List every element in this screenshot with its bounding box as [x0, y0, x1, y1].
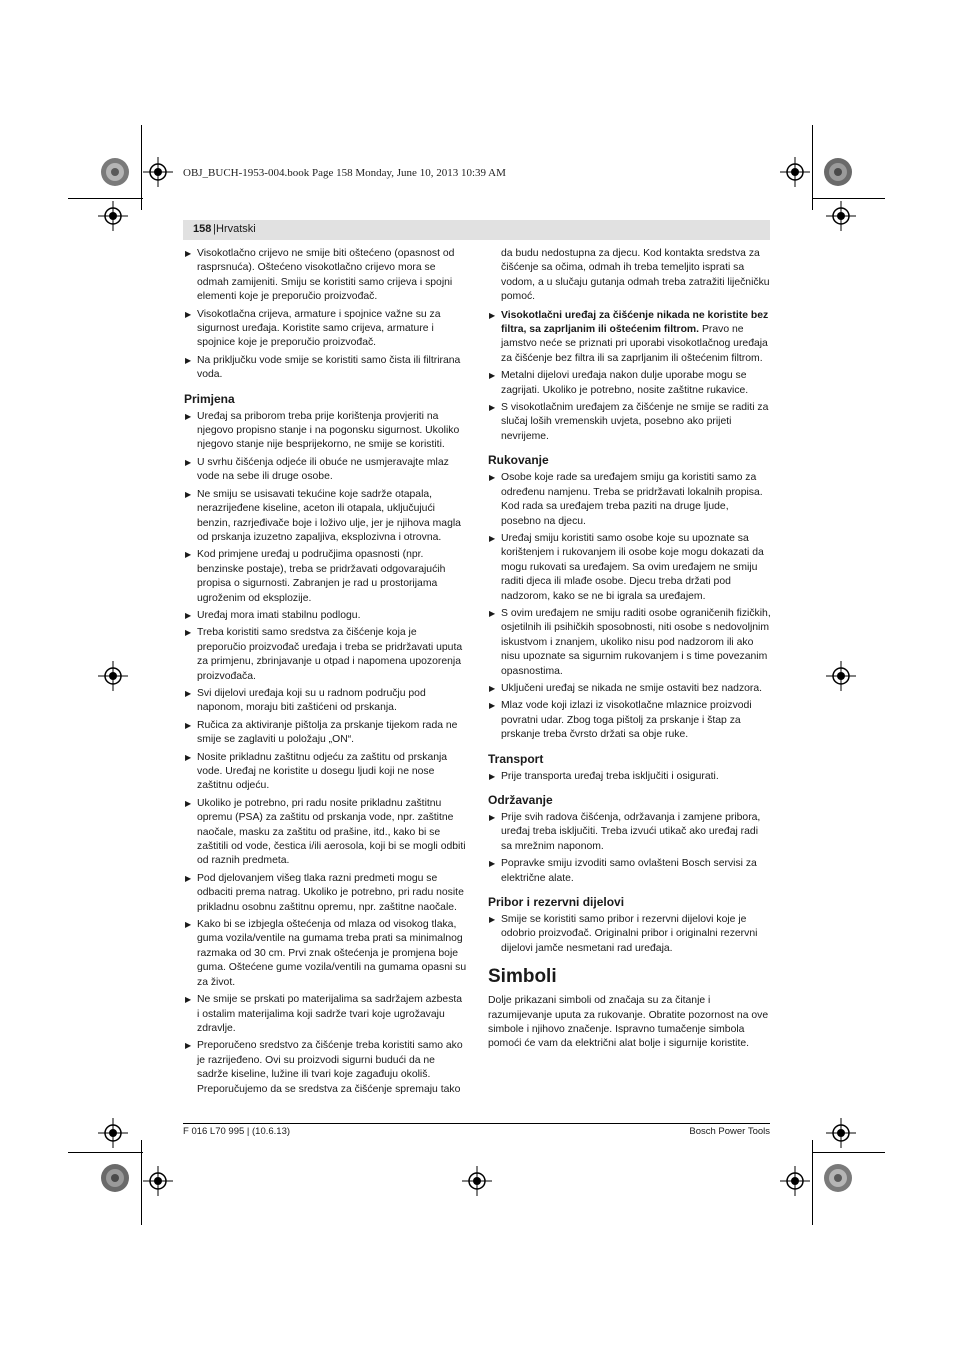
bullet-arrow-icon: ▶: [185, 995, 192, 1005]
bullet-item: [488, 913, 771, 956]
bullet-item: [488, 607, 771, 679]
bullet-item: [184, 719, 467, 748]
bullet-text: [501, 401, 771, 444]
color-wheel-icon: [100, 1163, 130, 1193]
bullet-item: [184, 609, 467, 623]
bullet-text: Ukoliko je potrebno, pri radu nosite prikladnu zaštitnu opremu (PSA) za zaštitu od prskanja vode, npr. zaštitne naočale, masku za zaštitu od prašine, itd., kako bi se zaštitili od vode, čestica i/ili aerosola, koji bi se mogli odbiti od raznih predmeta.: [197, 797, 466, 867]
registration-mark-icon: [826, 661, 856, 691]
left-column: [184, 247, 467, 1100]
primjena-list: [184, 410, 467, 1097]
bullet-text: Prije transporta uređaj treba isključiti i osigurati.: [501, 770, 719, 782]
bullet-item: [488, 471, 771, 529]
registration-mark-icon: [98, 1118, 128, 1148]
bullet-text: Uređaj smiju koristiti samo osobe koje su upoznate sa korištenjem i rukovanjem ili osobe koje mogu dokazati da mogu rukovati sa uređajem. Sa ovim uređajem ne smiju raditi djeca ili mlađe osobe. Djecu treba držati pod nadzorom, kako se ne bi igrala sa uređajem.: [501, 532, 764, 602]
bullet-text: Popravke smiju izvoditi samo ovlašteni Bosch servisi za električne alate.: [501, 858, 757, 884]
registration-mark-icon: [462, 1166, 492, 1196]
bullet-arrow-icon: ▶: [185, 720, 192, 730]
bullet-text: Na priključku vode smije se koristiti samo čista ili filtrirana voda.: [197, 354, 461, 381]
section-heading-odrzavanje: Održavanje: [488, 793, 553, 807]
registration-mark-icon: [780, 1166, 810, 1196]
bullet-arrow-icon: ▶: [489, 813, 496, 822]
bullet-item: [184, 872, 467, 915]
bullet-arrow-icon: ▶: [489, 533, 496, 543]
bullet-text: S ovim uređajem ne smiju raditi osobe ograničenih fizičkih, osjetilnih ili psihičkih sposobnosti, niti osobe s nedovoljnim iskustvom i znanjem, ukoliko nisu pod nadzorom ili ako nisu upoznate sa sigurnim rukovanjem i s time povezanim opasnostima.: [501, 607, 771, 677]
bullet-item: [488, 682, 771, 696]
odrzavanje-list: [488, 811, 771, 886]
bullet-arrow-icon: ▶: [185, 628, 192, 638]
bullet-item: [488, 699, 771, 742]
bullet-text: Visokotlačna crijeva, armature i spojnice važne su za sigurnost uređaja. Koristite samo crijeva, armature i spojnice koje je preporučio proizvođač.: [197, 308, 441, 349]
bullet-item: [488, 401, 771, 444]
bullet-item: [184, 247, 467, 305]
bullet-arrow-icon: ▶: [185, 411, 192, 421]
bullet-arrow-icon: ▶: [185, 309, 192, 319]
bullet-item: [184, 626, 467, 684]
bullet-arrow-icon: ▶: [489, 701, 496, 711]
bullet-item: [184, 1039, 467, 1097]
registration-mark-icon: [98, 201, 128, 231]
bullet-arrow-icon: ▶: [185, 249, 192, 258]
bullet-text: Visokotlačno crijevo ne smije biti oštećeno (opasnost od rasprsnuća). Oštećeno visokotlačno crijevo mora se odmah zamijeniti. Smiju se koristiti samo crijeva i spojni elementi koje je preporučio proizvođač.: [197, 248, 455, 303]
section-heading-pribor: Pribor i rezervni dijelovi: [488, 895, 625, 910]
section-heading-rukovanje: Rukovanje: [488, 453, 549, 468]
footer-doc-number: F 016 L70 995 | (10.6.13): [183, 1126, 291, 1137]
registration-mark-icon: [143, 157, 173, 187]
bullet-body-text: Pravo ne jamstvo neće se priznati pri uporabi visokotlačnog uređaja za čišćenje bez filtra ili sa zaprljanim ili oštećenim filtrom.: [501, 324, 768, 364]
registration-mark-icon: [826, 201, 856, 231]
bullet-item: [184, 687, 467, 716]
bullet-item: [184, 488, 467, 546]
bullet-arrow-icon: ▶: [489, 403, 496, 413]
bullet-arrow-icon: ▶: [489, 915, 496, 925]
color-wheel-icon: [100, 157, 130, 187]
section-heading-primjena: Primjena: [184, 391, 235, 406]
bullet-item: [184, 410, 467, 453]
bullet-bold-text: Visokotlačni uređaj za čišćenje nikada ne koristite bez filtra, sa zaprljanim ili oštećenim filtrom.: [501, 309, 769, 336]
bullet-item: [184, 308, 467, 351]
bullet-item: [488, 811, 771, 854]
crop-line: [812, 1152, 885, 1153]
footer-brand: Bosch Power Tools: [689, 1126, 770, 1137]
simboli-paragraph: Dolje prikazani simboli od značaja su za čitanje i razumijevanje uputa za rukovanje. Obratite pozornost na ove simbole i njihovo značenje. Ispravno tumačenje simbola pomoći će vam da električni alat bolje i sigurnije koristite.: [488, 995, 769, 1050]
bullet-text: Osobe koje rade sa uređajem smiju ga koristiti samo za određenu namjenu. Treba se pridržavati lokalnih propisa. Kod rada sa uređajem treba paziti na druge ljude, posebno na djecu.: [501, 472, 763, 527]
bullet-arrow-icon: ▶: [185, 688, 192, 698]
bullet-text: Ne smije se prskati po materijalima sa sadržajem azbesta i ostalim materijalima koji sadrže tvari koje ugrožavaju zdravlje.: [197, 994, 463, 1034]
bullet-arrow-icon: ▶: [185, 610, 192, 620]
bullet-body-text: Metalni dijelovi uređaja nakon dulje uporabe mogu se zagrijati. Ukoliko je potrebno, nosite zaštitne rukavice.: [501, 370, 749, 396]
page-header-separator: |: [213, 223, 216, 235]
bullet-text: U svrhu čišćenja odjeće ili obuće ne usmjeravajte mlaz vode na sebe ili druge osobe.: [197, 456, 449, 483]
bullet-item: [488, 770, 771, 784]
bullet-arrow-icon: ▶: [185, 550, 192, 560]
bullet-text: Smije se koristiti samo pribor i rezervni dijelovi koje je odobrio proizvođač. Originalni pribor i originalni rezervni dijelovi jamče nesmetani rad uređaja.: [501, 914, 758, 954]
right-column: [488, 247, 771, 1052]
bullet-text: Treba koristiti samo sredstva za čišćenje koja je preporučio proizvođač uređaja i treba se pridržavati uputa za primjenu, zbrinjavanje u otpad i napomena upozorenja proizvođača.: [197, 627, 463, 682]
bullet-arrow-icon: ▶: [489, 608, 496, 618]
bullet-text: Pod djelovanjem višeg tlaka razni predmeti mogu se odbaciti prema natrag. Ukoliko je potrebno, pri radu nosite prikladnu osobnu zaštitnu opremu, npr. zaštitne naočale.: [197, 872, 464, 913]
bullet-arrow-icon: ▶: [489, 371, 496, 381]
bullet-item: [184, 456, 467, 485]
page-header-band: [183, 220, 770, 240]
bullet-arrow-icon: ▶: [185, 489, 192, 499]
registration-mark-icon: [826, 1118, 856, 1148]
section-heading-transport: Transport: [488, 751, 544, 766]
bullet-text: Prije svih radova čišćenja, održavanja i zamjene pribora, uređaj treba isključiti. Treba izvući utikač ako uređaj radi sa mrežnim naponom.: [501, 812, 761, 852]
bullet-text: Svi dijelovi uređaja koji su u radnom području pod naponom, moraju biti zaštićeni od prskanja.: [197, 687, 426, 714]
bullet-arrow-icon: ▶: [185, 355, 192, 365]
transport-list: [488, 770, 771, 784]
primjena-list-continued: [488, 309, 771, 445]
bullet-text: Ne smiju se usisavati tekućine koje sadrže otapala, nerazrijeđene kiseline, aceton ili otapala, uključujući benzin, razrjeđivače boje i loživo ulje, jer je njihova magla od prskanja izuzetno zapaljiva, eksplozivna i otrovna.: [197, 488, 461, 543]
bullet-item: [488, 857, 771, 886]
bullet-text: Uključeni uređaj se nikada ne smije ostaviti bez nadzora.: [501, 682, 763, 694]
bullet-text: Kako bi se izbjegla oštećenja od mlaza od visokog tlaka, guma vozila/ventile na gumama treba prati sa minimalnog razmaka od 30 cm. Prvi znak oštećenja je promjena boje guma. Oštećene gume vozila/ventili na gumama opasni su za život.: [197, 919, 467, 988]
file-header: OBJ_BUCH-1953-004.book Page 158 Monday, June 10, 2013 10:39 AM: [183, 167, 506, 179]
bullet-arrow-icon: ▶: [489, 771, 496, 781]
bullet-item: [488, 532, 771, 604]
bullet-item: [184, 797, 467, 869]
bullet-arrow-icon: ▶: [185, 920, 192, 930]
bullet-item: [184, 918, 467, 990]
bullet-text: Mlaz vode koji izlazi iz visokotlačne mlaznice proizvodi povratni udar. Zbog toga pištolj za prskanje i štap za prskanje treba čvrsto držati sa obje ruke.: [501, 700, 752, 741]
crop-line: [68, 1152, 143, 1153]
bullet-arrow-icon: ▶: [185, 798, 192, 808]
bullet-item: [488, 309, 771, 367]
bullet-text: Kod primjene uređaj u područjima opasnosti (npr. benzinske postaje), treba se pridržavati odgovarajućih propisa o sigurnosti. Zabranjen je rad u prostorijama ugroženim od eksplozije.: [197, 549, 446, 604]
bullet-item: [488, 369, 771, 398]
bullet-item: [184, 548, 467, 606]
bullet-text: Uređaj sa priborom treba prije korištenja provjeriti na njegovo propisno stanje i na pogonsku sigurnost. Ukoliko njegovo stanje nije besprijekorno, ne smije se koristiti.: [197, 410, 460, 451]
bullet-text: [501, 309, 771, 367]
color-wheel-icon: [823, 157, 853, 187]
intro-list: [184, 247, 467, 383]
bullet-item: [184, 354, 467, 383]
bullet-body-text: S visokotlačnim uređajem za čišćenje ne smije se raditi za slučaj loših vremenskih uvjeta, posebno ako prijeti nevrijeme.: [501, 402, 769, 442]
bullet-item: [184, 993, 467, 1036]
bullet-arrow-icon: ▶: [185, 752, 192, 762]
pribor-list: [488, 913, 771, 956]
bullet-arrow-icon: ▶: [489, 859, 496, 869]
bullet-arrow-icon: ▶: [489, 473, 496, 483]
bullet-item: [184, 751, 467, 794]
registration-mark-icon: [143, 1166, 173, 1196]
bullet-arrow-icon: ▶: [489, 310, 496, 320]
bullet-text: Nosite prikladnu zaštitnu odjeću za zaštitu od prskanja vode. Uređaj ne koristite u dosegu ljudi koji ne nose zaštitnu odjeću.: [197, 751, 448, 792]
bullet-text: Uređaj mora imati stabilnu podlogu.: [197, 609, 361, 621]
bullet-text: [501, 369, 771, 398]
crop-line: [68, 198, 143, 199]
registration-mark-icon: [780, 157, 810, 187]
footer-rule: [183, 1123, 770, 1124]
crop-line: [812, 198, 885, 199]
bullet-text: Ručica za aktiviranje pištolja za prskanje tijekom rada ne smije se zaglaviti u položaju „ON“.: [197, 719, 458, 746]
continued-text: da budu nedostupna za djecu. Kod kontakta sredstva za čišćenje sa očima, odmah ih treba temeljito isprati sa vodom, a u slučaju gutanja odmah treba zatražiti liječničku pomoć.: [501, 248, 770, 303]
color-wheel-icon: [823, 1163, 853, 1193]
bullet-arrow-icon: ▶: [185, 1041, 192, 1051]
bullet-arrow-icon: ▶: [185, 873, 192, 883]
bullet-text: Preporučeno sredstvo za čišćenje treba koristiti samo ako je razrijeđeno. Ovi su proizvodi sigurni budući da ne sadrže kiseline, lužine ili tvari koje zagađuju okoliš. Preporučujemo da se sredstva za čišćenje spremaju tako: [197, 1040, 463, 1095]
bullet-arrow-icon: ▶: [489, 683, 496, 693]
page-language: Hrvatski: [216, 223, 256, 235]
rukovanje-list: [488, 471, 771, 742]
page-number: 158: [193, 223, 212, 235]
bullet-arrow-icon: ▶: [185, 457, 192, 467]
registration-mark-icon: [98, 661, 128, 691]
section-heading-simboli: Simboli: [488, 966, 557, 988]
